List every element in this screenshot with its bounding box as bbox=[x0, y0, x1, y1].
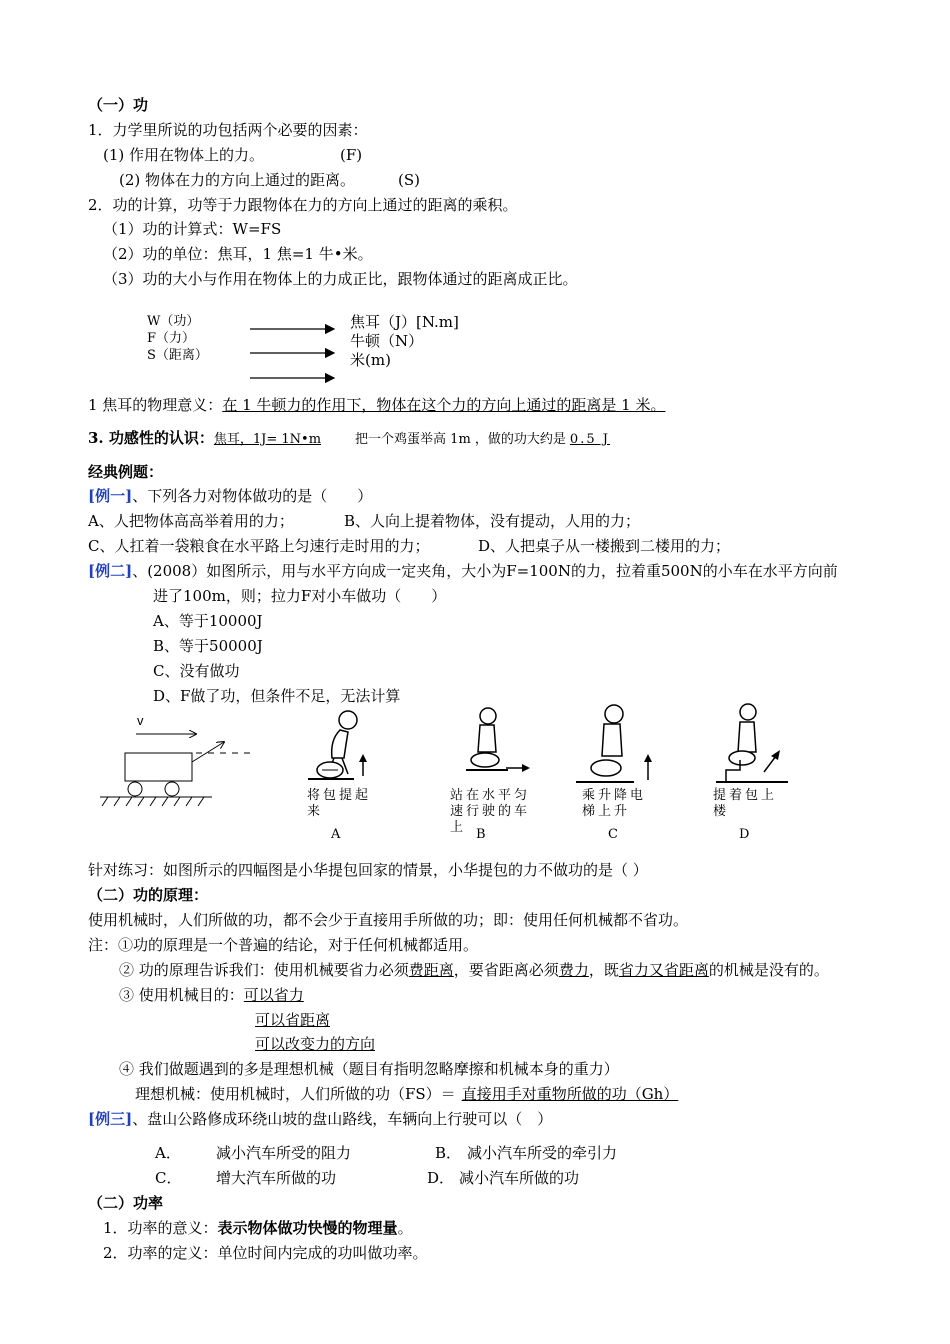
note-2-part-a: ② 功的原理告诉我们：使用机械要省力必须 bbox=[119, 961, 409, 979]
example-1-option-d: D、人把桌子从一楼搬到二楼用的力； bbox=[478, 537, 731, 555]
example-1-option-a: A、人把物体高高举着用的力； bbox=[88, 512, 294, 530]
work-unit: （2）功的单位：焦耳，1 焦=1 牛•米。 bbox=[103, 245, 373, 263]
practice-question: 针对练习：如图所示的四幅图是小华提包回家的情景，小华提包的力不做功的是（ ） bbox=[88, 861, 648, 879]
purpose-save-force: 可以省力 bbox=[243, 986, 304, 1004]
note-3 bbox=[119, 985, 304, 1005]
ideal-machine-label: 理想机械：使用机械时，人们所做的功（FS）＝ bbox=[135, 1085, 456, 1103]
joule-meaning bbox=[88, 395, 665, 415]
work-formula: （1）功的计算式：W=FS bbox=[103, 220, 282, 238]
examples-heading: 经典例题： bbox=[88, 463, 164, 481]
factor-distance: (2) 物体在力的方向上通过的距离。 bbox=[119, 171, 356, 189]
figure-d-caption: 提着包上楼 bbox=[713, 788, 778, 819]
figure-b-caption: 站在水平匀速行驶的车上 bbox=[450, 788, 531, 835]
example-1-option-b: B、人向上提着物体，没有提动，人用的力； bbox=[344, 512, 641, 530]
example-1-option-c: C、人扛着一袋粮食在水平路上匀速行走时用的力； bbox=[88, 537, 430, 555]
example-1-question bbox=[88, 486, 372, 506]
work-intuition-label: 3. 功感性的认识： bbox=[88, 429, 214, 447]
figure-a-caption: 将包提起来 bbox=[307, 788, 372, 819]
power-meaning bbox=[103, 1218, 413, 1238]
note-3-label: ③ 使用机械目的： bbox=[119, 986, 244, 1004]
principle-statement: 使用机械时，人们所做的功，都不会少于直接用手所做的功；即：使用任何机械都不省功。 bbox=[88, 911, 689, 929]
example-3-option-a-letter: A． bbox=[155, 1144, 181, 1162]
power-meaning-text: 表示物体做功快慢的物理量 bbox=[217, 1219, 398, 1237]
example-1-text: 、下列各力对物体做功的是（ ） bbox=[132, 487, 373, 505]
figure-a-letter: A bbox=[331, 827, 341, 842]
note-1: 注：①功的原理是一个普遍的结论，对于任何机械都适用。 bbox=[88, 936, 479, 954]
joule-meaning-label: 1 焦耳的物理意义： bbox=[88, 396, 223, 414]
example-3-option-d-letter: D． bbox=[427, 1169, 455, 1187]
example-3-tag: [例三] bbox=[88, 1110, 133, 1128]
cart-velocity-label: v bbox=[137, 713, 144, 728]
map-right-newton: 牛顿（N） bbox=[350, 332, 424, 350]
note-2-part-b: ，要省距离必须 bbox=[453, 961, 559, 979]
example-3-option-c: 增大汽车所做的功 bbox=[216, 1169, 337, 1187]
person-lifting-bag-figure bbox=[308, 708, 378, 788]
example-3-option-b-letter: B． bbox=[435, 1144, 462, 1162]
example-2-question-cont: 进了100m，则；拉力F对小车做功（ ） bbox=[153, 587, 447, 605]
figure-b-letter: B bbox=[476, 827, 486, 842]
example-2-question bbox=[88, 561, 838, 581]
note-2-both: 省力又省距离 bbox=[618, 961, 709, 979]
note-2-force: 费力 bbox=[558, 961, 589, 979]
work-proportion: （3）功的大小与作用在物体上的力成正比，跟物体通过的距离成正比。 bbox=[103, 270, 578, 288]
figure-d-letter: D bbox=[739, 827, 750, 842]
map-right-meter: 米(m) bbox=[350, 351, 391, 369]
power-meaning-label: 1．功率的意义： bbox=[103, 1219, 218, 1237]
purpose-change-direction: 可以改变力的方向 bbox=[255, 1035, 376, 1053]
ideal-machine-value: 直接用手对重物所做的功（Gh） bbox=[461, 1085, 679, 1103]
example-3-option-b: 减小汽车所受的牵引力 bbox=[467, 1144, 618, 1162]
section-title-work: （一）功 bbox=[88, 96, 149, 114]
example-2-option-c: C、没有做功 bbox=[153, 662, 240, 680]
note-2-part-c: ，既 bbox=[588, 961, 619, 979]
joule-meaning-text: 在 1 牛顿力的作用下，物体在这个力的方向上通过的距离是 1 米。 bbox=[222, 396, 666, 414]
work-intuition-egg: 把一个鸡蛋举高 1m ，做的功大约是 bbox=[355, 432, 566, 447]
example-3-question bbox=[88, 1109, 552, 1129]
example-1-tag: [例一] bbox=[88, 487, 133, 505]
example-2-text: 、(2008）如图所示，用与水平方向成一定夹角，大小为F=100N的力，拉着重500N的小车在水平方向前 bbox=[132, 562, 838, 580]
mapping-arrows bbox=[248, 320, 348, 400]
example-2-tag: [例二] bbox=[88, 562, 133, 580]
map-left-s: S（距离） bbox=[147, 348, 208, 363]
note-4: ④ 我们做题遇到的多是理想机械（题目有指明忽略摩擦和机械本身的重力） bbox=[119, 1060, 619, 1078]
example-2-option-b: B、等于50000J bbox=[153, 637, 263, 655]
map-left-f: F（力） bbox=[147, 331, 196, 346]
figure-c-caption: 乘升降电梯上升 bbox=[582, 788, 647, 819]
map-right-joule: 焦耳（J）[N.m] bbox=[350, 313, 459, 331]
person-climbing-stairs-figure bbox=[716, 700, 796, 785]
example-3-text: 、盘山公路修成环绕山坡的盘山路线，车辆向上行驶可以（ ） bbox=[132, 1110, 553, 1128]
factor-force-symbol: (F) bbox=[340, 146, 363, 164]
map-left-w: W（功） bbox=[147, 314, 200, 329]
ideal-machine bbox=[135, 1084, 678, 1104]
section-title-principle: （二）功的原理： bbox=[88, 886, 209, 904]
work-intuition bbox=[88, 428, 610, 450]
purpose-save-distance: 可以省距离 bbox=[255, 1011, 331, 1029]
example-2-option-a: A、等于10000J bbox=[153, 612, 263, 630]
note-2-distance: 费距离 bbox=[408, 961, 454, 979]
example-3-option-d: 减小汽车所做的功 bbox=[459, 1169, 580, 1187]
person-on-moving-car-figure bbox=[458, 704, 538, 784]
person-in-elevator-figure bbox=[576, 700, 656, 785]
work-intuition-value: 0.5 J bbox=[569, 432, 610, 447]
cart-figure bbox=[100, 718, 260, 818]
figure-c-letter: C bbox=[608, 827, 618, 842]
factor-distance-symbol: (S) bbox=[398, 171, 420, 189]
example-2-option-d: D、F做了功，但条件不足，无法计算 bbox=[153, 687, 401, 705]
work-calc-intro: 2．功的计算，功等于力跟物体在力的方向上通过的距离的乘积。 bbox=[88, 196, 518, 214]
work-intuition-unit: 焦耳，1J= 1N•m bbox=[213, 432, 322, 447]
factors-intro: 1．力学里所说的功包括两个必要的因素： bbox=[88, 121, 368, 139]
factor-force: (1) 作用在物体上的力。 bbox=[103, 146, 265, 164]
note-2 bbox=[119, 960, 829, 980]
power-meaning-end: 。 bbox=[397, 1219, 413, 1237]
example-3-option-a: 减小汽车所受的阻力 bbox=[216, 1144, 352, 1162]
example-3-option-c-letter: C． bbox=[155, 1169, 182, 1187]
note-2-part-d: 的机械是没有的。 bbox=[708, 961, 829, 979]
power-definition: 2．功率的定义：单位时间内完成的功叫做功率。 bbox=[103, 1244, 428, 1262]
section-title-power: （二）功率 bbox=[88, 1194, 164, 1212]
